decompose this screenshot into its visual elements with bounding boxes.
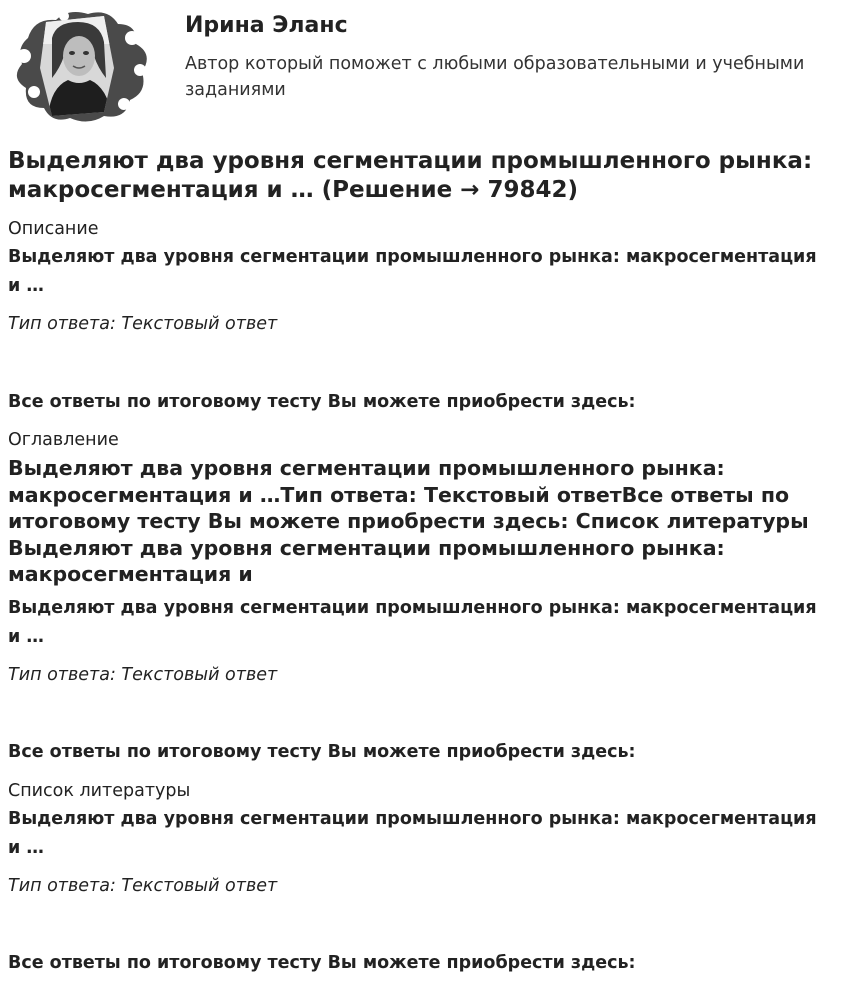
- references-question: Выделяют два уровня сегментации промышленного рынка: макросегментация и …: [8, 809, 817, 858]
- contents-question: Выделяют два уровня сегментации промышленного рынка: макросегментация и …: [8, 598, 817, 647]
- section-label-references: Список литературы: [8, 781, 191, 801]
- contents-summary: Выделяют два уровня сегментации промышленного рынка: макросегментация и …Тип ответа: Текстовый ответВсе ответы по итоговому тесту Вы можете приобрести здесь: Список литературы Выделяют два уровня сегментации промышленного рынка: макросегментация и: [8, 456, 809, 586]
- page-title: Выделяют два уровня сегментации промышленного рынка: макросегментация и … (Решение → 79842): [8, 148, 813, 203]
- author-description: Автор который поможет с любыми образовательными и учебными заданиями: [185, 54, 805, 100]
- description-answer-type: Тип ответа: Текстовый ответ: [8, 314, 278, 334]
- contents-answer-type: Тип ответа: Текстовый ответ: [8, 665, 278, 685]
- section-label-contents: Оглавление: [8, 430, 119, 450]
- author-name: Ирина Эланс: [185, 13, 348, 38]
- description-question: Выделяют два уровня сегментации промышленного рынка: макросегментация и …: [8, 247, 817, 296]
- references-answer-type: Тип ответа: Текстовый ответ: [8, 876, 278, 896]
- section-label-description: Описание: [8, 219, 99, 239]
- description-purchase: Все ответы по итоговому тесту Вы можете приобрести здесь:: [8, 392, 636, 412]
- references-purchase: Все ответы по итоговому тесту Вы можете приобрести здесь:: [8, 953, 636, 973]
- author-card: [8, 8, 838, 128]
- contents-purchase: Все ответы по итоговому тесту Вы можете приобрести здесь:: [8, 742, 636, 762]
- author-avatar: [8, 8, 152, 126]
